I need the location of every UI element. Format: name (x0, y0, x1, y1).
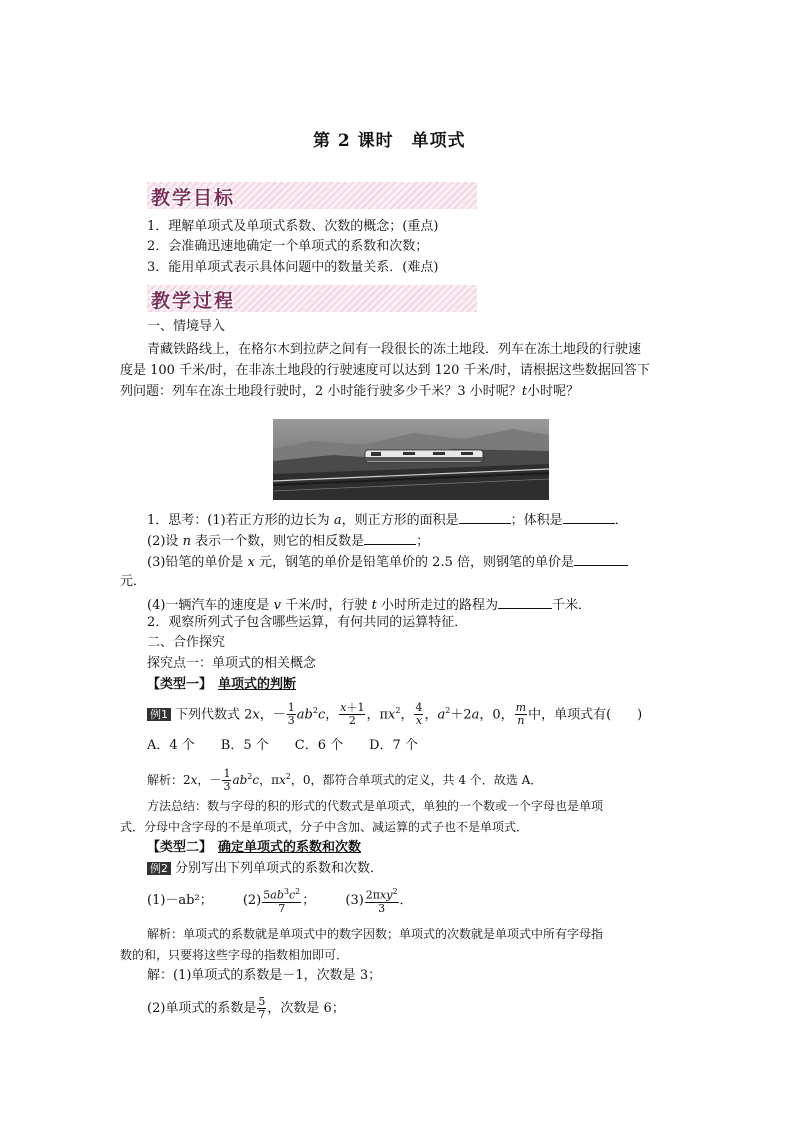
think-question-4: (4)一辆汽车的速度是 v 千米/时，行驶 t 小时所走过的路程为 千米． (147, 594, 591, 615)
example-2-badge: 例2 (147, 862, 171, 875)
example-1-badge: 例1 (147, 708, 171, 721)
method-summary-line: 方法总结：数与字母的积的形式的代数式是单项式，单独的一个数或一个字母也是单项 (147, 799, 604, 813)
objective-item: 3．能用单项式表示具体问题中的数量关系．(难点) (147, 260, 439, 275)
train-photo-graphic (273, 419, 549, 500)
intro-paragraph-line: 列问题：列车在冻土地段行驶时，2 小时能行驶多少千米？3 小时呢？t小时呢？ (120, 384, 580, 399)
answer-blank[interactable] (459, 509, 511, 524)
example-2-items: (1)－ab²； (2) $\frac{5ab^3c^2}{7}$ ； (3) $\frac{2\pi xy^2}{3}$ ． (147, 887, 413, 915)
explore-heading: 二、合作探究 (147, 635, 226, 650)
objective-item: 2．会准确迅速地确定一个单项式的系数和次数； (147, 239, 429, 254)
analysis-line: 数的和，只要将这些字母的指数相加即可． (120, 948, 349, 962)
think-question-1: 1．思考：(1)若正方形的边长为 a，则正方形的面积是 ；体积是 ． (147, 509, 628, 530)
think-question-3: (3)铅笔的单价是 x 元，钢笔的单价是铅笔单价的 2.5 倍，则钢笔的单价是 (147, 551, 628, 572)
think-question-3-tail: 元． (120, 574, 147, 589)
example-1-solution: 解析：2x，－ $\frac{1}{3}$ $ab^2c$，$\pi x^2$，0，都符合单项式的定义，共 4 个．故选 A． (147, 767, 543, 793)
think-question-5: 2．观察所列式子包含哪些运算，有何共同的运算特征． (147, 615, 468, 630)
answer-blank[interactable] (364, 530, 416, 545)
answer-blank[interactable] (574, 551, 628, 566)
type-1-heading: 【类型一】 单项式的判断 (147, 677, 297, 692)
analysis-line: 解析：单项式的系数就是单项式中的数字因数；单项式的次数就是单项式中所有字母指 (147, 927, 604, 941)
example-1: 例1 下列代数式 2x，－ $\frac{1}{3}$ $ab^2c$， $\frac{x+1}{2}$ ，$\pi x^2$， $\frac{4}{x}$ ，$a^2+2a$，0， $\frac{m}{n}$ 中，单项式有( ) (147, 702, 642, 727)
intro-paragraph-line: 度是 100 千米/时，在非冻土地段的行驶速度可以达到 120 千米/时，请根据这些数据回答下 (120, 363, 650, 378)
solution-line-2: (2)单项式的系数是 $\frac{5}{7}$ ，次数是 6； (147, 995, 345, 1021)
objectives-banner-label: 教学目标 (151, 187, 236, 209)
intro-heading: 一、情境导入 (147, 319, 226, 334)
solution-line-1: 解：(1)单项式的系数是－1，次数是 3； (147, 968, 382, 983)
process-banner (147, 285, 477, 312)
answer-blank[interactable] (563, 509, 615, 524)
example-1-options: A．4 个 B．5 个 C．6 个 D．7 个 (147, 738, 418, 753)
page-title: 第 2 课时 单项式 (313, 131, 466, 151)
train-photo (273, 419, 549, 500)
explore-point-1: 探究点一：单项式的相关概念 (147, 656, 317, 671)
objective-item: 1．理解单项式及单项式系数、次数的概念；(重点) (147, 219, 439, 234)
example-2: 例2 分别写出下列单项式的系数和次数． (147, 860, 383, 878)
objectives-banner (147, 182, 477, 209)
process-banner-label: 教学过程 (151, 290, 236, 312)
think-question-2: (2)设 n 表示一个数，则它的相反数是 ； (147, 530, 429, 551)
intro-paragraph-line: 青藏铁路线上，在格尔木到拉萨之间有一段很长的冻土地段．列车在冻土地段的行驶速 (147, 342, 642, 357)
answer-blank[interactable] (498, 594, 552, 609)
method-summary-line: 式．分母中含字母的不是单项式，分子中含加、减运算的式子也不是单项式． (120, 820, 529, 834)
type-2-heading: 【类型二】 确定单项式的系数和次数 (147, 840, 362, 855)
